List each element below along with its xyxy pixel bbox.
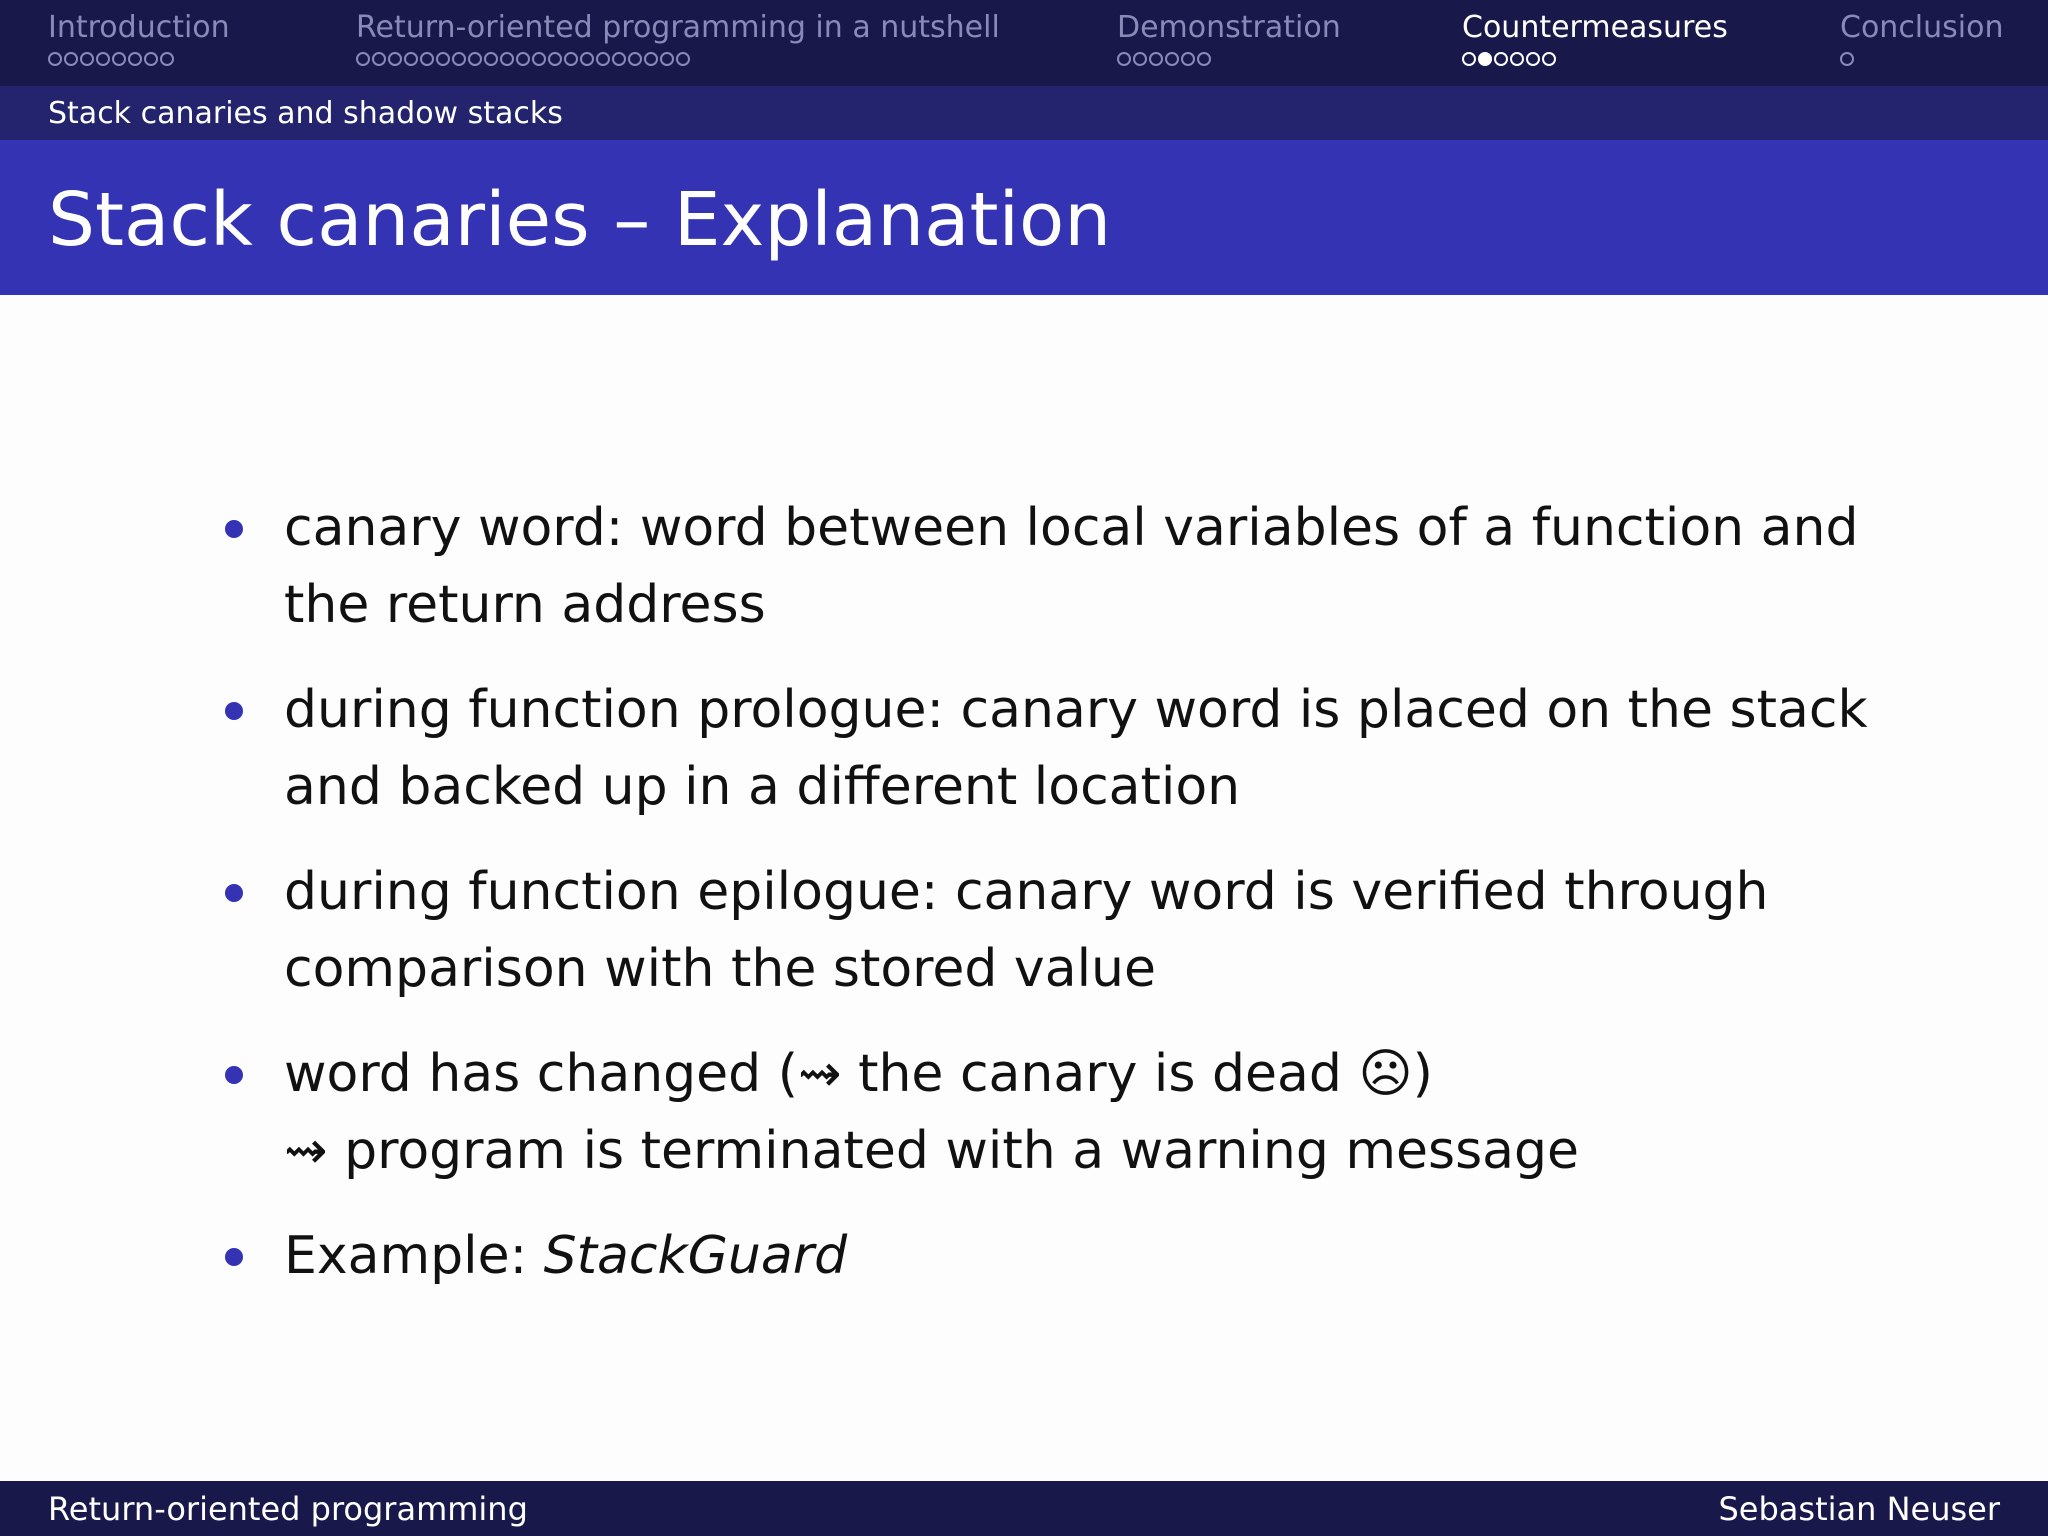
frame-dot-icon[interactable]	[128, 52, 142, 66]
nav-section-introduction[interactable]	[48, 8, 230, 70]
bullet-line: comparison with the stored value	[284, 939, 1156, 999]
bullet-item	[220, 1218, 1870, 1295]
example-name: StackGuard	[543, 1226, 848, 1286]
nav-frame-dots	[1117, 48, 1341, 70]
nav-section-title[interactable]: Conclusion	[1840, 10, 2004, 45]
frame-dot-icon[interactable]	[372, 52, 386, 66]
frame-dot-icon[interactable]	[420, 52, 434, 66]
nav-frame-dots	[1462, 48, 1728, 70]
nav-frame-dots	[1840, 48, 2004, 70]
slide-content	[220, 490, 1870, 1323]
frame-dot-icon[interactable]	[144, 52, 158, 66]
example-label: Example:	[284, 1226, 544, 1286]
nav-section-rop-nutshell[interactable]	[356, 8, 1000, 70]
nav-section-title[interactable]: Return-oriented programming in a nutshell	[356, 10, 1000, 45]
bullet-line: canary word: word between local variables of a function and	[284, 498, 1859, 558]
footer-author[interactable]: Sebastian Neuser	[1718, 1490, 2000, 1528]
nav-section-countermeasures[interactable]	[1462, 8, 1728, 70]
frame-dot-icon[interactable]	[1149, 52, 1163, 66]
frame-dot-icon[interactable]	[1181, 52, 1195, 66]
frame-dot-icon[interactable]	[1526, 52, 1540, 66]
nav-section-title[interactable]: Introduction	[48, 10, 230, 45]
footer-talk-title[interactable]: Return-oriented programming	[48, 1490, 528, 1528]
frame-dot-icon[interactable]	[500, 52, 514, 66]
frame-dot-icon[interactable]	[1462, 52, 1476, 66]
frame-dot-icon[interactable]	[1165, 52, 1179, 66]
frame-dot-icon[interactable]	[660, 52, 674, 66]
slide-title: Stack canaries – Explanation	[48, 177, 1112, 263]
frame-dot-icon[interactable]	[468, 52, 482, 66]
frame-dot-icon[interactable]	[96, 52, 110, 66]
footer-bar	[0, 1481, 2048, 1536]
bullet-item	[220, 1036, 1870, 1190]
frame-dot-icon[interactable]	[64, 52, 78, 66]
frame-dot-icon[interactable]	[628, 52, 642, 66]
nav-frame-dots	[48, 48, 230, 70]
bullet-line: and backed up in a different location	[284, 757, 1241, 817]
nav-section-demonstration[interactable]	[1117, 8, 1341, 70]
bullet-line: the return address	[284, 575, 766, 635]
frame-dot-icon[interactable]	[80, 52, 94, 66]
frame-dot-icon[interactable]	[516, 52, 530, 66]
nav-frame-dots	[356, 48, 1000, 70]
frame-dot-icon[interactable]	[564, 52, 578, 66]
frame-dot-icon[interactable]	[48, 52, 62, 66]
frame-dot-icon[interactable]	[356, 52, 370, 66]
frame-dot-icon[interactable]	[548, 52, 562, 66]
bullet-icon	[225, 1066, 243, 1084]
subsection-bar	[0, 86, 2048, 140]
bullet-line: during function epilogue: canary word is verified through	[284, 862, 1769, 922]
frame-dot-icon[interactable]	[532, 52, 546, 66]
frame-dot-icon[interactable]	[404, 52, 418, 66]
nav-section-title[interactable]: Demonstration	[1117, 10, 1341, 45]
frame-dot-icon[interactable]	[1133, 52, 1147, 66]
bullet-icon	[225, 702, 243, 720]
frame-dot-icon[interactable]	[436, 52, 450, 66]
bullet-item	[220, 672, 1870, 826]
frame-dot-icon[interactable]	[1840, 52, 1854, 66]
frame-dot-icon[interactable]	[644, 52, 658, 66]
frame-dot-icon[interactable]	[1510, 52, 1524, 66]
frame-dot-icon[interactable]	[676, 52, 690, 66]
bullet-line: ⇝ program is terminated with a warning message	[284, 1121, 1580, 1181]
frame-dot-icon[interactable]	[1197, 52, 1211, 66]
bullet-item	[220, 854, 1870, 1008]
nav-section-conclusion[interactable]	[1840, 8, 2004, 70]
bullet-item	[220, 490, 1870, 644]
frame-dot-icon[interactable]	[160, 52, 174, 66]
bullet-icon	[225, 1248, 243, 1266]
bullet-icon	[225, 884, 243, 902]
current-frame-dot-icon[interactable]	[1478, 52, 1492, 66]
frame-title-bar	[0, 140, 2048, 295]
frame-dot-icon[interactable]	[580, 52, 594, 66]
frame-dot-icon[interactable]	[1494, 52, 1508, 66]
frame-dot-icon[interactable]	[112, 52, 126, 66]
section-navigation	[0, 0, 2048, 86]
frame-dot-icon[interactable]	[484, 52, 498, 66]
bullet-line	[284, 1218, 1870, 1295]
bullet-icon	[225, 520, 243, 538]
frame-dot-icon[interactable]	[612, 52, 626, 66]
frame-dot-icon[interactable]	[596, 52, 610, 66]
frame-dot-icon[interactable]	[1117, 52, 1131, 66]
bullet-line: during function prologue: canary word is placed on the stack	[284, 680, 1868, 740]
frame-dot-icon[interactable]	[452, 52, 466, 66]
nav-section-title[interactable]: Countermeasures	[1462, 10, 1728, 45]
frame-dot-icon[interactable]	[388, 52, 402, 66]
subsection-title[interactable]: Stack canaries and shadow stacks	[48, 96, 563, 131]
frame-dot-icon[interactable]	[1542, 52, 1556, 66]
bullet-line: word has changed (⇝ the canary is dead ☹)	[284, 1044, 1433, 1104]
